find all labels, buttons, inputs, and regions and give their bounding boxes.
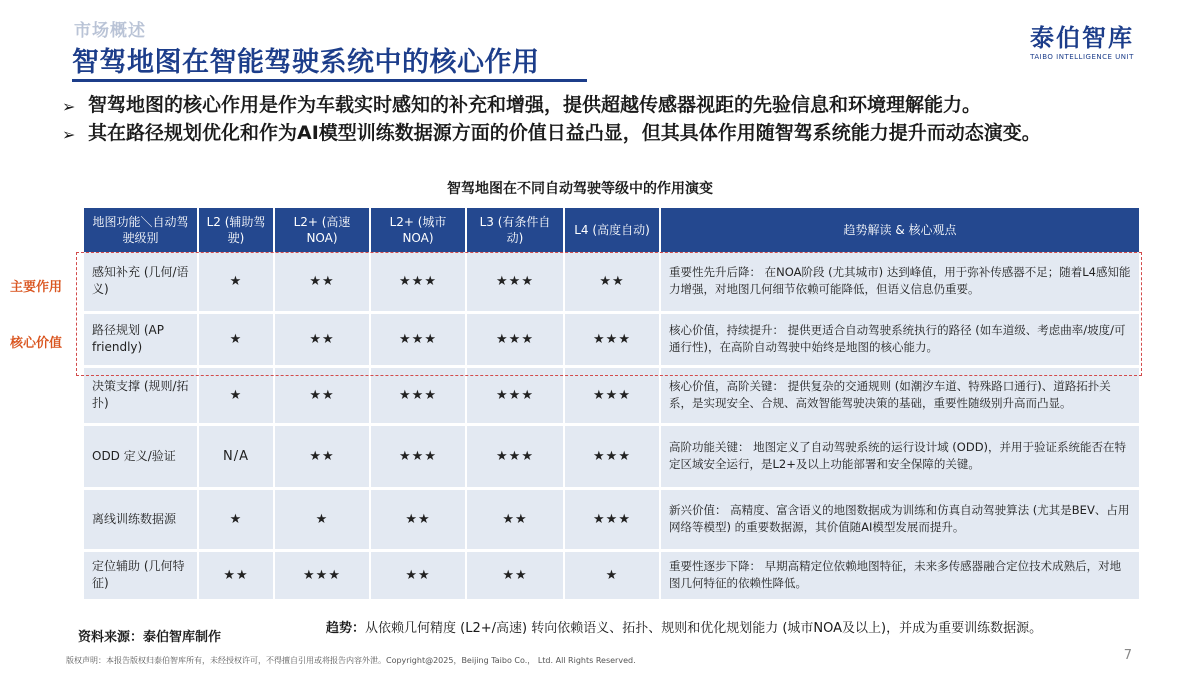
rating-cell: ★ — [198, 312, 274, 366]
table-row — [84, 488, 1140, 550]
header-l4: L4 (高度自动) — [564, 208, 660, 252]
logo — [1030, 24, 1134, 62]
rating-cell: ★★ — [274, 366, 370, 424]
function-cell: 决策支撑 (规则/拓扑) — [84, 366, 198, 424]
arrow-bullet-icon: ➢ — [62, 97, 76, 116]
logo-subtext: TAIBO INTELLIGENCE UNIT — [1030, 53, 1134, 61]
rating-cell: ★★ — [466, 488, 564, 550]
function-cell: 离线训练数据源 — [84, 488, 198, 550]
bullet-text: 其在路径规划优化和作为AI模型训练数据源方面的价值日益凸显，但其具体作用随智驾系统能力提升而动态演变。 — [88, 122, 1041, 144]
rating-cell: ★★★ — [564, 366, 660, 424]
rating-cell: ★★★ — [466, 252, 564, 312]
header-trend: 趋势解读 & 核心观点 — [660, 208, 1140, 252]
rating-cell: ★ — [198, 366, 274, 424]
rating-cell: ★★ — [274, 312, 370, 366]
bullet-text: 智驾地图的核心作用是作为车载实时感知的补充和增强，提供超越传感器视距的先验信息和环境理解能力。 — [88, 94, 982, 116]
trend-note-cell: 核心价值，高阶关键： 提供复杂的交通规则 (如潮汐车道、特殊路口通行)、道路拓扑关系，是实现安全、合规、高效智能驾驶决策的基础，重要性随级别升高而凸显。 — [660, 366, 1140, 424]
rating-cell: ★★★ — [564, 312, 660, 366]
copyright-notice: 版权声明：本报告版权归泰伯智库所有，未经授权许可，不得擅自引用或将报告内容外泄。Copyright@2025，Beijing Taibo Co.， Ltd. All Rights Reserved. — [66, 656, 636, 665]
rating-cell: ★★ — [466, 550, 564, 600]
trend-summary — [326, 617, 1042, 636]
trend-label: 趋势： — [326, 621, 366, 636]
rating-cell: ★★★ — [466, 424, 564, 488]
table-row — [84, 550, 1140, 600]
rating-cell: ★★★ — [274, 550, 370, 600]
source-note: 资料来源：泰伯智库制作 — [78, 630, 222, 645]
trend-note-cell: 核心价值，持续提升： 提供更适合自动驾驶系统执行的路径 (如车道级、考虑曲率/坡度/可通行性)，在高阶自动驾驶中始终是地图的核心能力。 — [660, 312, 1140, 366]
header-function: 地图功能＼自动驾驶级别 — [84, 208, 198, 252]
section-kicker: 市场概述 — [74, 21, 146, 41]
table-header-row — [84, 208, 1140, 252]
trend-note-cell: 新兴价值： 高精度、富含语义的地图数据成为训练和仿真自动驾驶算法 (尤其是BEV、占用网络等模型) 的重要数据源，其价值随AI模型发展而提升。 — [660, 488, 1140, 550]
logo-text: 泰伯智库 — [1030, 24, 1134, 52]
rating-cell: ★ — [198, 252, 274, 312]
rating-cell: ★★ — [274, 424, 370, 488]
header-l2: L2 (辅助驾驶) — [198, 208, 274, 252]
function-cell: 感知补充 (几何/语义) — [84, 252, 198, 312]
rating-cell: ★★ — [274, 252, 370, 312]
rating-cell: ★★★ — [370, 312, 466, 366]
table-title: 智驾地图在不同自动驾驶等级中的作用演变 — [447, 181, 713, 197]
rating-cell: ★ — [564, 550, 660, 600]
rating-cell: ★★★ — [564, 424, 660, 488]
rating-cell: ★★★ — [466, 366, 564, 424]
rating-cell: ★★ — [564, 252, 660, 312]
rating-cell: ★★★ — [564, 488, 660, 550]
trend-note-cell: 重要性先升后降： 在NOA阶段 (尤其城市) 达到峰值，用于弥补传感器不足；随着L4感知能力增强，对地图几何细节依赖可能降低，但语义信息仍重要。 — [660, 252, 1140, 312]
bullet-item — [62, 120, 1152, 148]
header-l2plus-highway: L2+ (高速NOA) — [274, 208, 370, 252]
rating-cell: ★ — [198, 488, 274, 550]
rating-cell: ★★ — [370, 550, 466, 600]
bullet-item — [62, 92, 1152, 120]
trend-note-cell: 高阶功能关键： 地图定义了自动驾驶系统的运行设计域 (ODD)，并用于验证系统能否在特定区域安全运行，是L2+及以上功能部署和安全保障的关键。 — [660, 424, 1140, 488]
rating-cell: ★★★ — [370, 252, 466, 312]
header-l2plus-city: L2+ (城市NOA) — [370, 208, 466, 252]
function-cell: ODD 定义/验证 — [84, 424, 198, 488]
title-underline — [72, 79, 587, 82]
rating-cell: ★★★ — [466, 312, 564, 366]
rating-cell: N/A — [198, 424, 274, 488]
rating-cell: ★★ — [370, 488, 466, 550]
side-label-core-value: 核心价值 — [10, 336, 63, 351]
page-number: 7 — [1123, 648, 1132, 663]
arrow-bullet-icon: ➢ — [62, 125, 76, 144]
function-cell: 路径规划 (AP friendly) — [84, 312, 198, 366]
header-l3: L3 (有条件自动) — [466, 208, 564, 252]
table-row — [84, 424, 1140, 488]
side-label-main-role: 主要作用 — [10, 280, 63, 295]
trend-note-cell: 重要性逐步下降： 早期高精定位依赖地图特征，未来多传感器融合定位技术成熟后，对地图几何特征的依赖性降低。 — [660, 550, 1140, 600]
rating-cell: ★ — [274, 488, 370, 550]
bullet-list — [62, 92, 1152, 148]
rating-cell: ★★ — [198, 550, 274, 600]
page-title: 智驾地图在智能驾驶系统中的核心作用 — [72, 47, 540, 78]
function-cell: 定位辅助 (几何特征) — [84, 550, 198, 600]
trend-text: 从依赖几何精度 (L2+/高速) 转向依赖语义、拓扑、规则和优化规划能力 (城市NOA及以上)，并成为重要训练数据源。 — [365, 621, 1043, 636]
highlight-dashed-box — [76, 252, 1142, 376]
rating-cell: ★★★ — [370, 424, 466, 488]
rating-cell: ★★★ — [370, 366, 466, 424]
